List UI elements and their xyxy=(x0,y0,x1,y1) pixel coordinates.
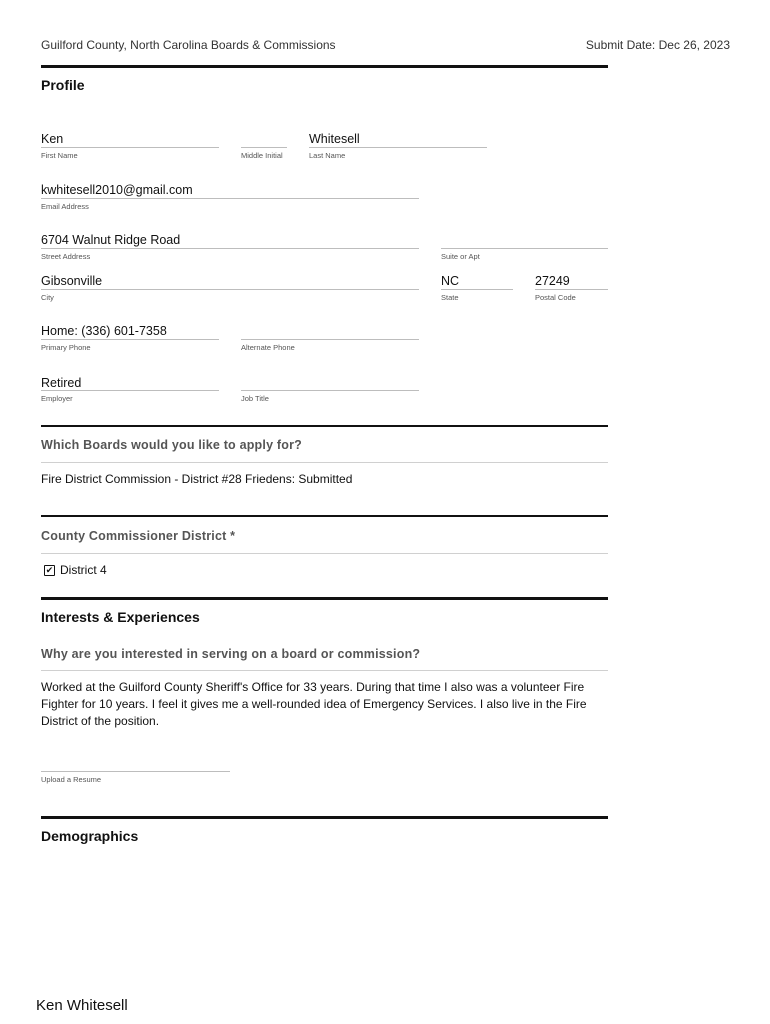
section-divider xyxy=(41,425,608,427)
section-divider xyxy=(41,65,608,68)
district-question: County Commissioner District * xyxy=(41,529,236,543)
state-label: State xyxy=(441,293,459,302)
section-divider xyxy=(41,515,608,517)
employer-value: Retired xyxy=(41,376,82,390)
question-divider xyxy=(41,553,608,554)
section-divider xyxy=(41,816,608,819)
demographics-section-title: Demographics xyxy=(41,828,139,844)
submit-date: Submit Date: Dec 26, 2023 xyxy=(585,38,730,52)
interest-question: Why are you interested in serving on a board or commission? xyxy=(41,647,421,661)
question-divider xyxy=(41,670,608,671)
last-name-value: Whitesell xyxy=(309,132,360,146)
street-underline xyxy=(41,248,419,249)
boards-answer: Fire District Commission - District #28 Friedens: Submitted xyxy=(41,472,353,486)
last-name-label: Last Name xyxy=(309,151,346,160)
city-label: City xyxy=(41,293,54,302)
employer-label: Employer xyxy=(41,394,73,403)
alternate-phone-label: Alternate Phone xyxy=(241,343,295,352)
primary-phone-label: Primary Phone xyxy=(41,343,91,352)
first-name-label: First Name xyxy=(41,151,78,160)
resume-underline xyxy=(41,771,230,772)
state-underline xyxy=(441,289,513,290)
email-underline xyxy=(41,198,419,199)
middle-initial-underline xyxy=(241,147,287,148)
street-value: 6704 Walnut Ridge Road xyxy=(41,233,181,247)
postal-label: Postal Code xyxy=(535,293,576,302)
suite-label: Suite or Apt xyxy=(441,252,480,261)
first-name-underline xyxy=(41,147,219,148)
alternate-phone-underline xyxy=(241,339,419,340)
profile-section-title: Profile xyxy=(41,77,85,93)
resume-label: Upload a Resume xyxy=(41,775,102,784)
middle-initial-label: Middle Initial xyxy=(241,151,283,160)
district-4-label: District 4 xyxy=(60,563,107,577)
boards-question: Which Boards would you like to apply for? xyxy=(41,438,302,452)
interests-section-title: Interests & Experiences xyxy=(41,609,200,625)
suite-underline xyxy=(441,248,608,249)
employer-underline xyxy=(41,390,219,391)
postal-value: 27249 xyxy=(535,274,570,288)
interest-answer: Worked at the Guilford County Sheriff's Office for 33 years. During that time I also was a volunteer Fire Fighter for 10 years. I feel it gives me a well-rounded idea of Emergency Services. I also live in the Fire District of the position. xyxy=(41,680,587,728)
primary-phone-value: Home: (336) 601-7358 xyxy=(41,324,167,338)
job-title-underline xyxy=(241,390,419,391)
last-name-underline xyxy=(309,147,487,148)
section-divider xyxy=(41,597,608,600)
email-value: kwhitesell2010@gmail.com xyxy=(41,183,193,197)
city-value: Gibsonville xyxy=(41,274,103,288)
city-underline xyxy=(41,289,419,290)
question-divider xyxy=(41,462,608,463)
footer-applicant-name: Ken Whitesell xyxy=(36,997,128,1014)
email-label: Email Address xyxy=(41,202,89,211)
org-title: Guilford County, North Carolina Boards & Commissions xyxy=(41,38,336,52)
first-name-value: Ken xyxy=(41,132,64,146)
postal-underline xyxy=(535,289,608,290)
job-title-label: Job Title xyxy=(241,394,269,403)
district-4-checkbox[interactable]: ✔ xyxy=(45,565,54,575)
street-label: Street Address xyxy=(41,252,91,261)
state-value: NC xyxy=(441,274,460,288)
primary-phone-underline xyxy=(41,339,219,340)
